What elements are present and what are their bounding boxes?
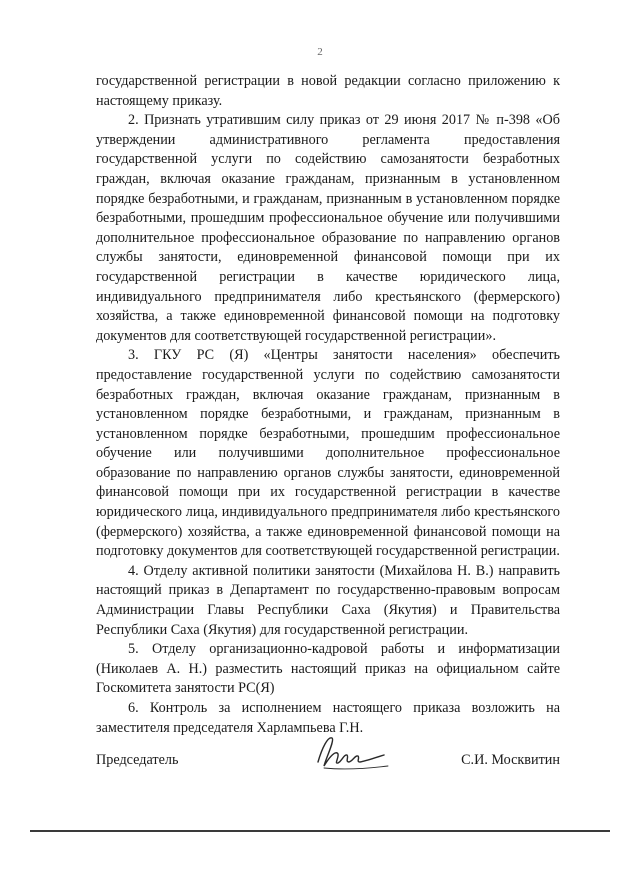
signature-block (96, 744, 560, 774)
signatory-name: С.И. Москвитин (461, 752, 560, 768)
page-number: 2 (317, 46, 323, 58)
page-bottom-rule (30, 830, 610, 832)
document-body (96, 72, 560, 738)
paragraph-continuation: государственной регистрации в новой редакции согласно приложению к настоящему приказу. (96, 73, 560, 109)
paragraph-item-2: 2. Признать утратившим силу приказ от 29 июня 2017 № п-398 «Об утверждении административного регламента предоставления государственной услуги по содействию самозанятости безработных граждан, включая оказание гражданам, признанным в установленном порядке безработными, и гражданам, признанным в установленном порядке безработными, прошедшим профессиональное обучение или получившими дополнительное профессиональное образование по направлению органов службы занятости, единовременной финансовой помощи при их государственной регистрации в качестве юридического лица, индивидуального предпринимателя либо крестьянского (фермерского) хозяйства, а также единовременной финансовой помощи на подготовку документов для соответствующей государственной регистрации». (96, 112, 560, 344)
paragraph-item-5: 5. Отделу организационно-кадровой работы и информатизации (Николаев А. Н.) разместить настоящий приказ на официальном сайте Госкомитета занятости РС(Я) (96, 641, 560, 697)
paragraph-item-3: 3. ГКУ РС (Я) «Центры занятости населения» обеспечить предоставление государственной услуги по содействию самозанятости безработных граждан, включая оказание гражданам, признанным в установленном порядке безработными, и гражданам, признанным в установленном порядке безработными, прошедшим профессиональное обучение или получившими дополнительное профессиональное образование по направлению органов службы занятости, единовременной финансовой помощи при их государственной регистрации в качестве юридического лица, индивидуального предпринимателя либо крестьянского (фермерского) хозяйства, а также единовременной финансовой помощи на подготовку документов для соответствующей государственной регистрации. (96, 347, 560, 560)
paragraph-item-6: 6. Контроль за исполнением настоящего приказа возложить на заместителя председателя Харлампьева Г.Н. (96, 700, 560, 736)
signatory-role: Председатель (96, 752, 179, 768)
paragraph-item-4: 4. Отделу активной политики занятости (Михайлова Н. В.) направить настоящий приказ в Департамент по государственно-правовым вопросам Администрации Главы Республики Саха (Якутия) и Правительства Республики Саха (Якутия) для государственной регистрации. (96, 562, 560, 638)
handwritten-signature (304, 728, 392, 774)
